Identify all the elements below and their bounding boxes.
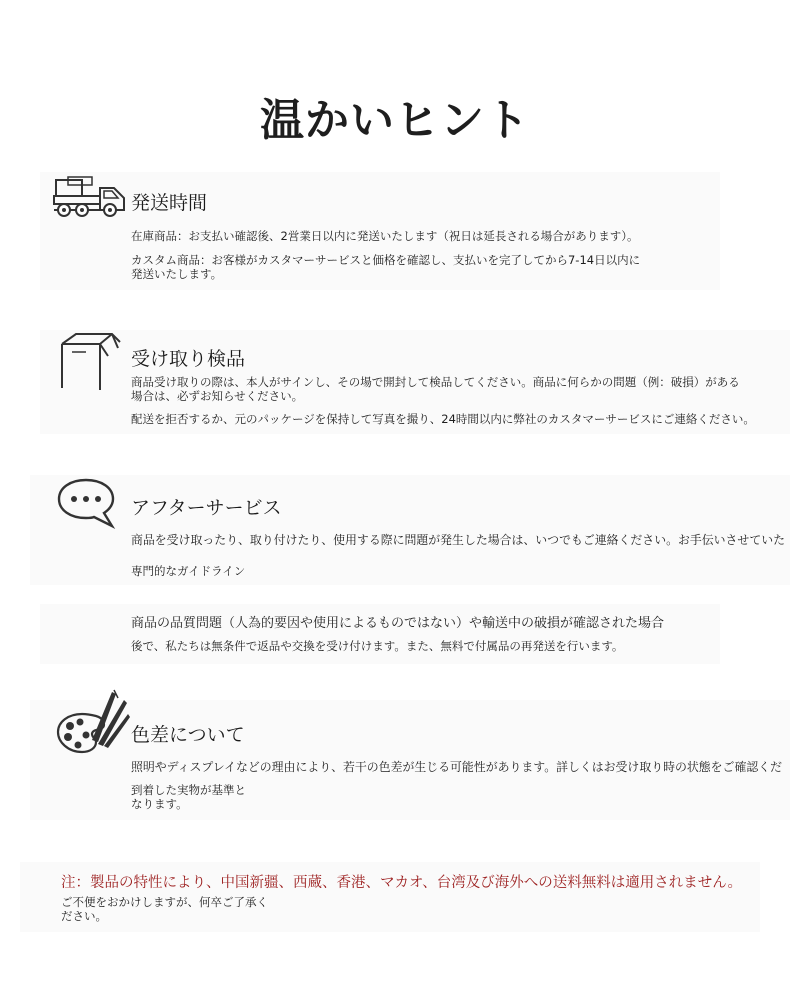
shipping-line-2: カスタム商品：お客様がカスタマーサービスと価格を確認し、支払いを完了してから7-14日以内に発送いたします。 <box>131 253 641 281</box>
inspection-heading: 受け取り検品 <box>131 348 246 370</box>
inspection-line-2: 配送を拒否するか、元のパッケージを保持して写真を撮り、24時間以内に弊社のカスタマーサービスにご連絡ください。 <box>131 412 755 426</box>
inspection-line-1: 商品受け取りの際は、本人がサインし、その場で開封して検品してください。商品に何らかの問題（例：破損）がある場合は、必ずお知らせください。 <box>131 375 740 403</box>
shipping-heading: 発送時間 <box>131 192 208 214</box>
after-sales-heading: アフターサービス <box>131 497 282 519</box>
shipping-line-1: 在庫商品：お支払い確認後、2営業日以内に発送いたします（祝日は延長される場合があります）。 <box>131 229 639 243</box>
color-line-1: 照明やディスプレイなどの理由により、若干の色差が生じる可能性があります。詳しくはお受け取り時の状態をご確認くだ <box>131 760 783 774</box>
box-icon <box>58 330 124 392</box>
color-line-2: 到着した実物が基準となります。 <box>131 783 246 811</box>
color-heading: 色差について <box>131 724 245 746</box>
after-sales-sub-heading: 商品の品質問題（人為的要因や使用によるものではない）や輸送中の破損が確認された場合 <box>131 616 665 631</box>
palette-icon <box>56 688 132 758</box>
after-sales-line-1: 商品を受け取ったり、取り付けたり、使用する際に問題が発生した場合は、いつでもご連絡ください。お手伝いさせていた <box>131 533 785 547</box>
after-sales-sub-line: 後で、私たちは無条件で返品や交換を受け付けます。また、無料で付属品の再発送を行います。 <box>131 639 624 653</box>
chat-bubble-icon <box>56 476 120 530</box>
note-title: 注：製品の特性により、中国新疆、西蔵、香港、マカオ、台湾及び海外への送料無料は適用されません。 <box>61 875 743 891</box>
after-sales-line-2: 専門的なガイドライン <box>131 564 246 578</box>
truck-icon <box>50 174 130 220</box>
page-title: 温かいヒント <box>260 95 530 146</box>
note-text: ご不便をおかけしますが、何卒ご了承ください。 <box>61 895 268 923</box>
